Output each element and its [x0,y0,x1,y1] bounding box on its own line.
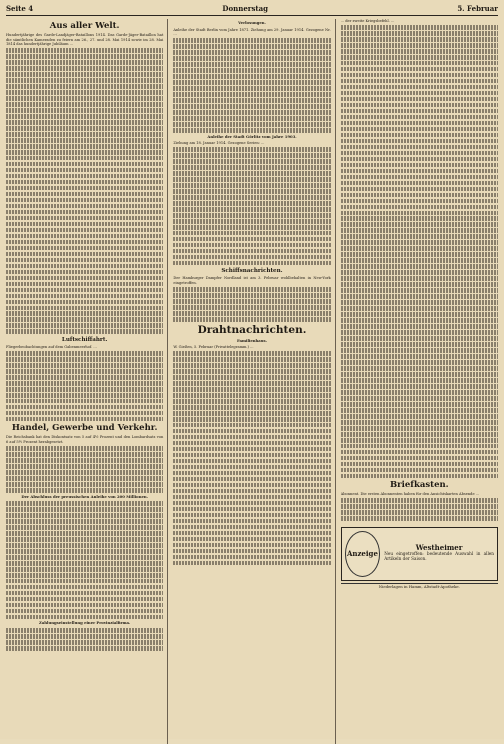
section-heading-briefkasten: Briefkasten. [390,480,449,491]
section-heading-luftschiffahrt: Luftschiffahrt. [61,337,108,344]
advertisement-box [341,527,498,581]
article-text: Die Reichsbank hat den Diskontsatz von 5 auf 4½ Prozent und den Lombardsatz von 6 auf 5½ Prozent herabgesetzt. [6,435,164,445]
page-header [6,4,498,16]
article-subheading: Anleihe der Stadt Görlitz vom Jahre 1903. [207,133,297,139]
article-text: Ziehung am 18. Januar 1914. Gezogene Serien: ... [173,141,265,146]
section-heading-handel: Handel, Gewerbe und Verkehr. [11,423,158,434]
page-number: Seite 4 [6,4,34,13]
article-text: Abonnent. Die ersten Abonnenten haben für den Ansichtskarten Absende ... [340,492,480,497]
section-heading-drahtnachrichten: Drahtnachrichten. [197,323,307,336]
article-text: ... der zweite Kriegsbefehl. ... [340,19,395,23]
article-text: W. Gießen, 5. Februar (Privattelegramm.) ... [173,345,254,350]
article-subheading: Zahlungseinstellung einer Provinzialfirma. [39,620,131,626]
column-3 [341,19,498,744]
article-subheading: Familienhaus. [237,337,267,343]
page-date: 5. Februar [457,4,498,13]
column-2 [173,19,335,744]
section-heading-aus-aller-welt: Aus aller Welt. [49,21,120,31]
advertisement-footer: Niederlagen in Hamm, Altstadt-Apotheke. [341,583,498,590]
article-subheading: Verlosungen. [238,20,266,25]
article-text: Hundertjährige des Garde-Landjäger-Bataillons 1914. Das Garde-Jäger-Bataillon hat die sämtlichen Kameraden zu feiern am 26., 27. und 28. Mai 1914 sowie im 28. Mai 1814 das hundertjährige Jubiläum ... [6,33,164,47]
article-subheading: Der Abschluss der preussischen Anleihe von 200 Millionen. [21,493,148,499]
article-text: Fliegerbeobachtungen auf dem Gabenmeerhof. ... [6,345,97,350]
page-weekday: Donnerstag [222,4,269,13]
advertisement-title: Westheimer [415,543,463,553]
article-text: Anleihe der Stadt Berlin vom Jahre 1871. Ziehung am 29. Januar 1914. Gezogene Nr. ... [173,27,331,37]
article-text: Der Hamburger Dampfer Nordland ist am 3. Februar wohlbehalten in New-York eingetroffen. [173,276,331,285]
advertisement-logo: Anzeige [345,531,381,577]
advertisement-text: Neu eingetroffen: bedeutende Auswahl in allen Artikeln der Saison. [384,550,494,562]
section-heading-schiffsnachrichten: Schiffsnachrichten. [221,268,283,275]
column-1 [6,19,168,744]
